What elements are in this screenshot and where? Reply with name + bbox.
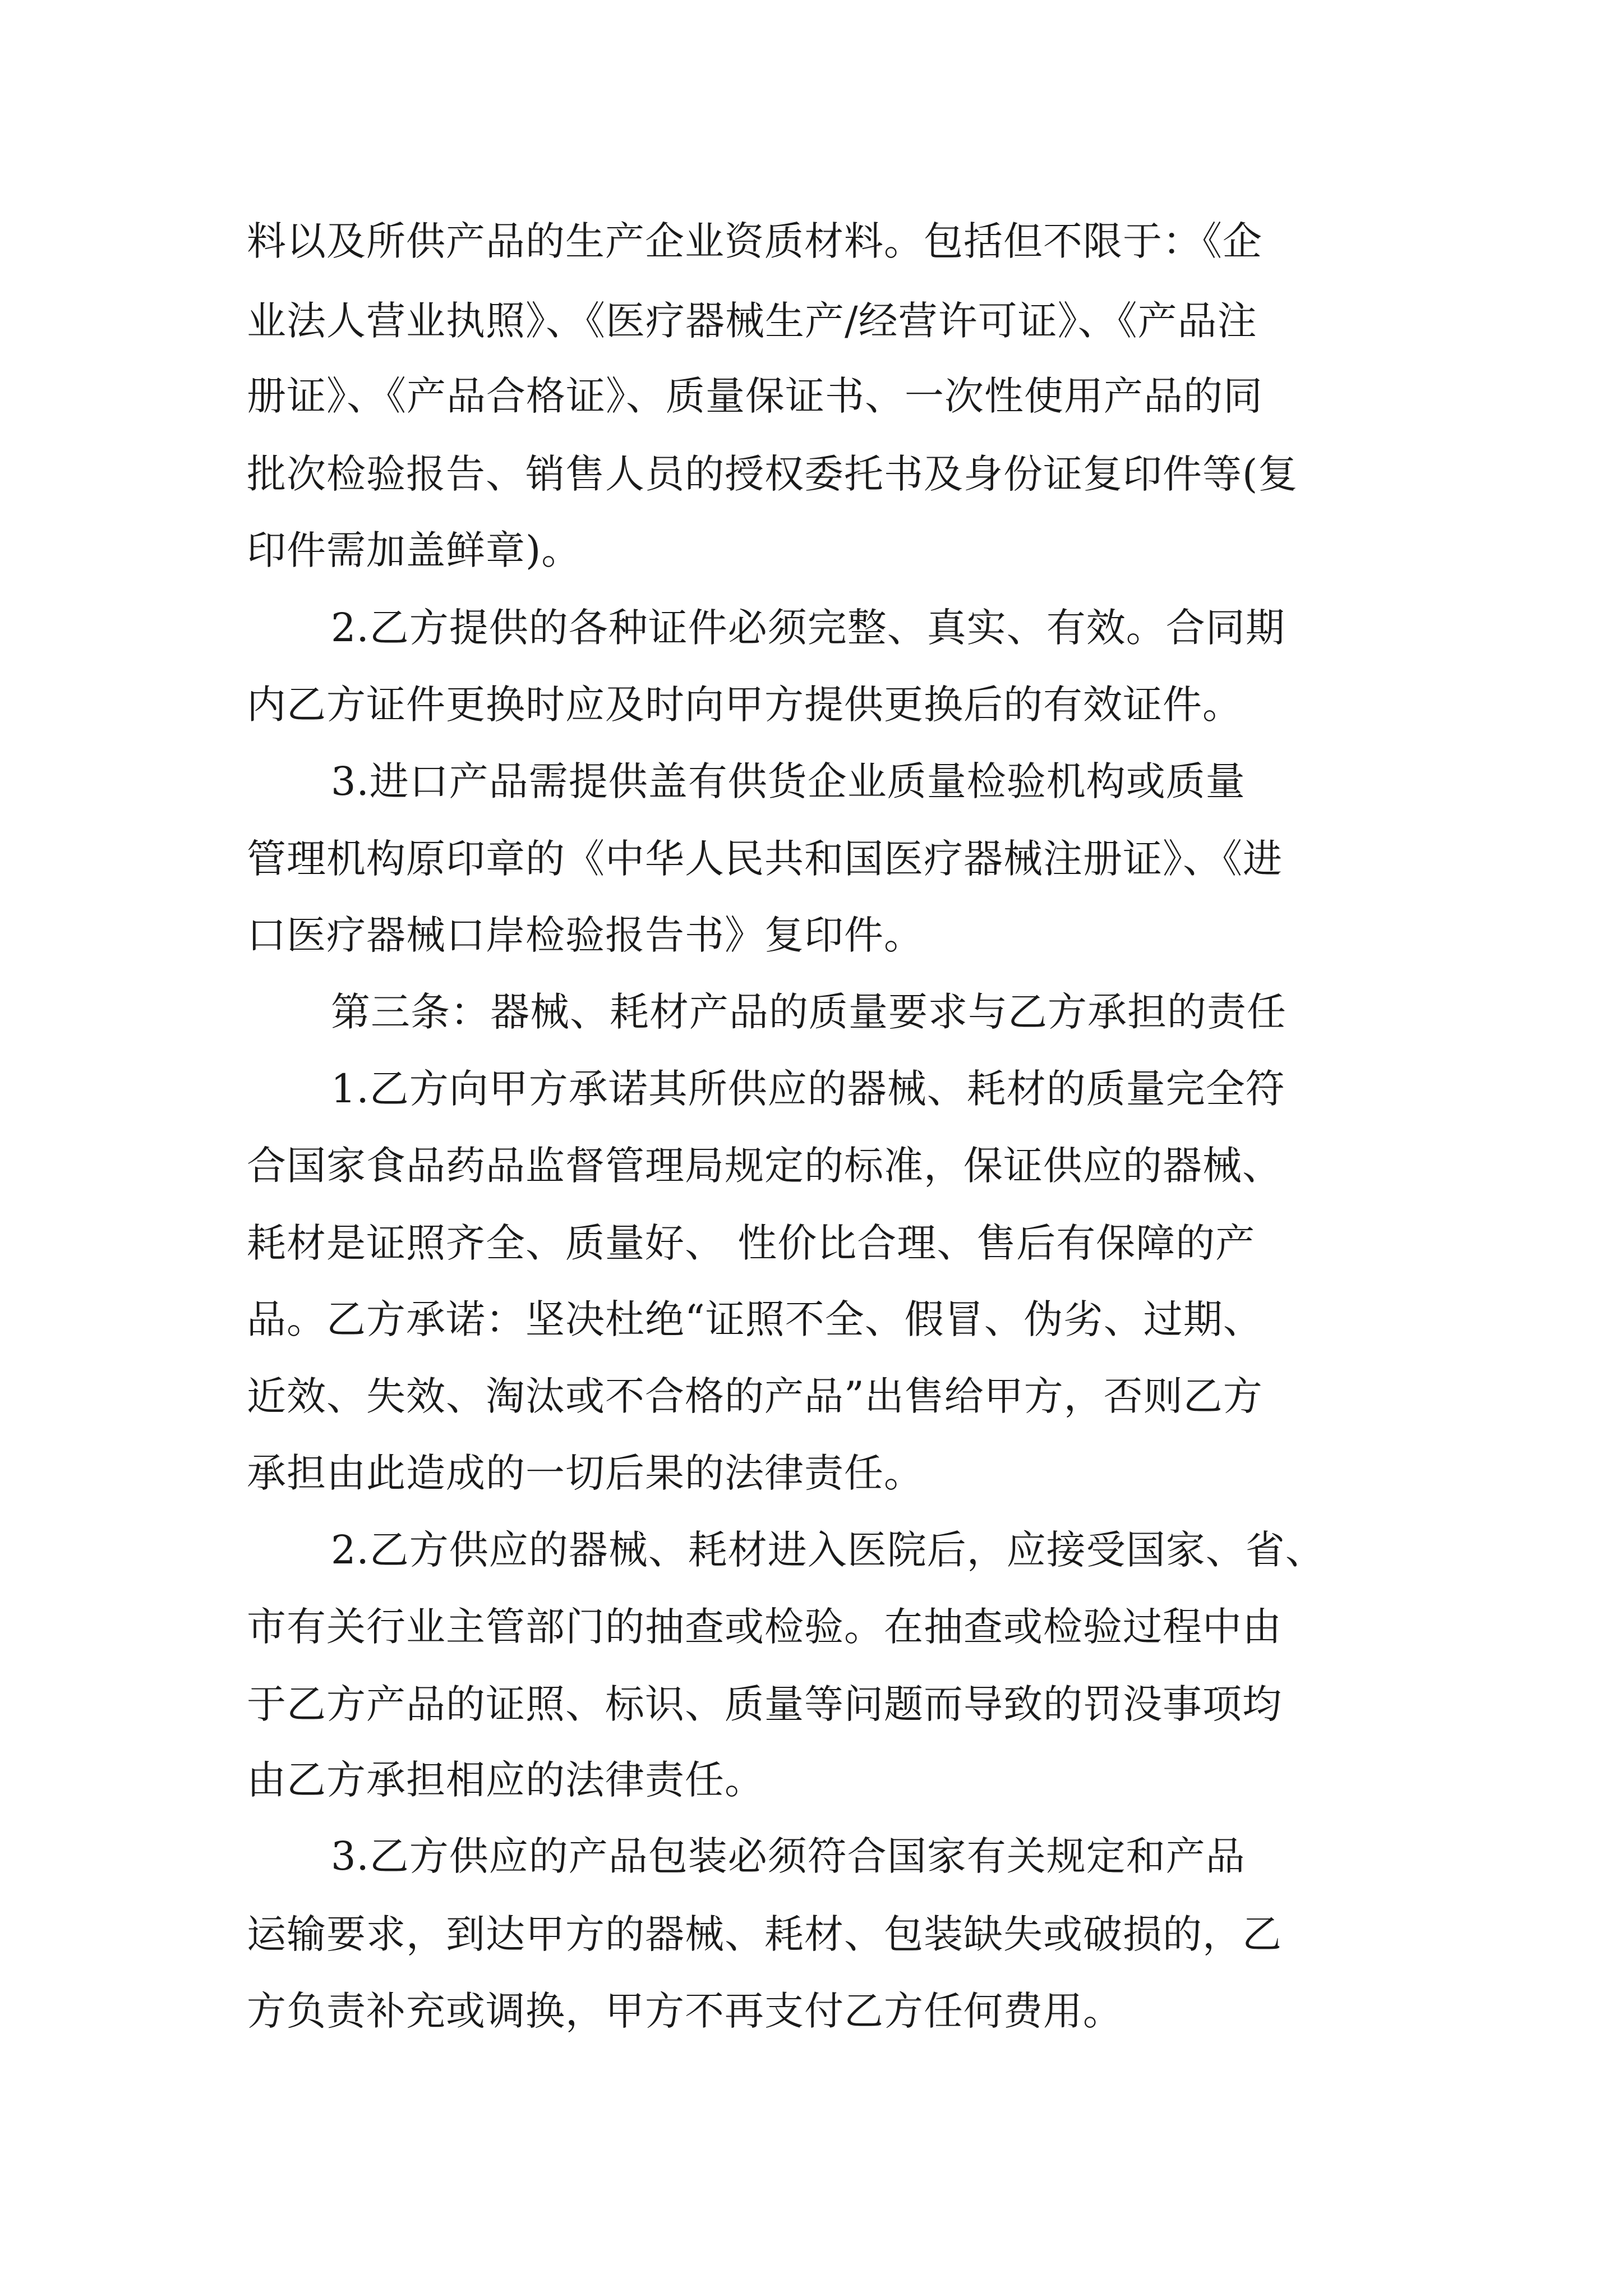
- text-line: 合国家食品药品监督管理局规定的标准，保证供应的器械、: [247, 1143, 1282, 1189]
- text-line: 料以及所供产品的生产企业资质材料。包括但不限于：《企: [247, 218, 1262, 264]
- text-line: 口医疗器械口岸检验报告书》复印件。: [247, 912, 924, 958]
- text-line: 由乙方承担相应的法律责任。: [247, 1757, 764, 1803]
- text-line: 品。乙方承诺：坚决杜绝“证照不全、假冒、伪劣、过期、: [247, 1296, 1263, 1342]
- clause-3-line: 3.进口产品需提供盖有供货企业质量检验机构或质量: [331, 758, 1246, 804]
- text-line: 印件需加盖鲜章)。: [247, 527, 582, 573]
- clause-2-line: 2.乙方供应的器械、耗材进入医院后，应接受国家、省、: [331, 1527, 1325, 1573]
- text-line: 管理机构原印章的《中华人民共和国医疗器械注册证》、《进: [247, 836, 1283, 882]
- clause-1-line: 1.乙方向甲方承诺其所供应的器械、耗材的质量完全符: [331, 1066, 1285, 1112]
- text-line: 承担由此造成的一切后果的法律责任。: [247, 1450, 924, 1496]
- text-line: 册证》、《产品合格证》、质量保证书、一次性使用产品的同: [247, 373, 1263, 419]
- text-line: 业法人营业执照》、《医疗器械生产/经营许可证》、《产品注: [247, 298, 1257, 344]
- text-line: 批次检验报告、销售人员的授权委托书及身份证复印件等(复: [247, 451, 1298, 497]
- clause-3-line: 3.乙方供应的产品包装必须符合国家有关规定和产品: [331, 1833, 1246, 1879]
- text-line: 耗材是证照齐全、质量好、 性价比合理、售后有保障的产: [247, 1220, 1256, 1266]
- text-line: 近效、失效、淘汰或不合格的产品”出售给甲方，否则乙方: [247, 1373, 1263, 1419]
- clause-2-line: 2.乙方提供的各种证件必须完整、真实、有效。合同期: [331, 605, 1285, 651]
- section-heading: 第三条：器械、耗材产品的质量要求与乙方承担的责任: [331, 989, 1287, 1035]
- text-line: 市有关行业主管部门的抽查或检验。在抽查或检验过程中由: [247, 1604, 1282, 1650]
- text-line: 于乙方产品的证照、标识、质量等问题而导致的罚没事项均: [247, 1681, 1282, 1727]
- text-line: 运输要求，到达甲方的器械、耗材、包装缺失或破损的，乙: [247, 1911, 1282, 1957]
- text-line: 方负责补充或调换，甲方不再支付乙方任何费用。: [247, 1988, 1123, 2034]
- text-line: 内乙方证件更换时应及时向甲方提供更换后的有效证件。: [247, 682, 1242, 728]
